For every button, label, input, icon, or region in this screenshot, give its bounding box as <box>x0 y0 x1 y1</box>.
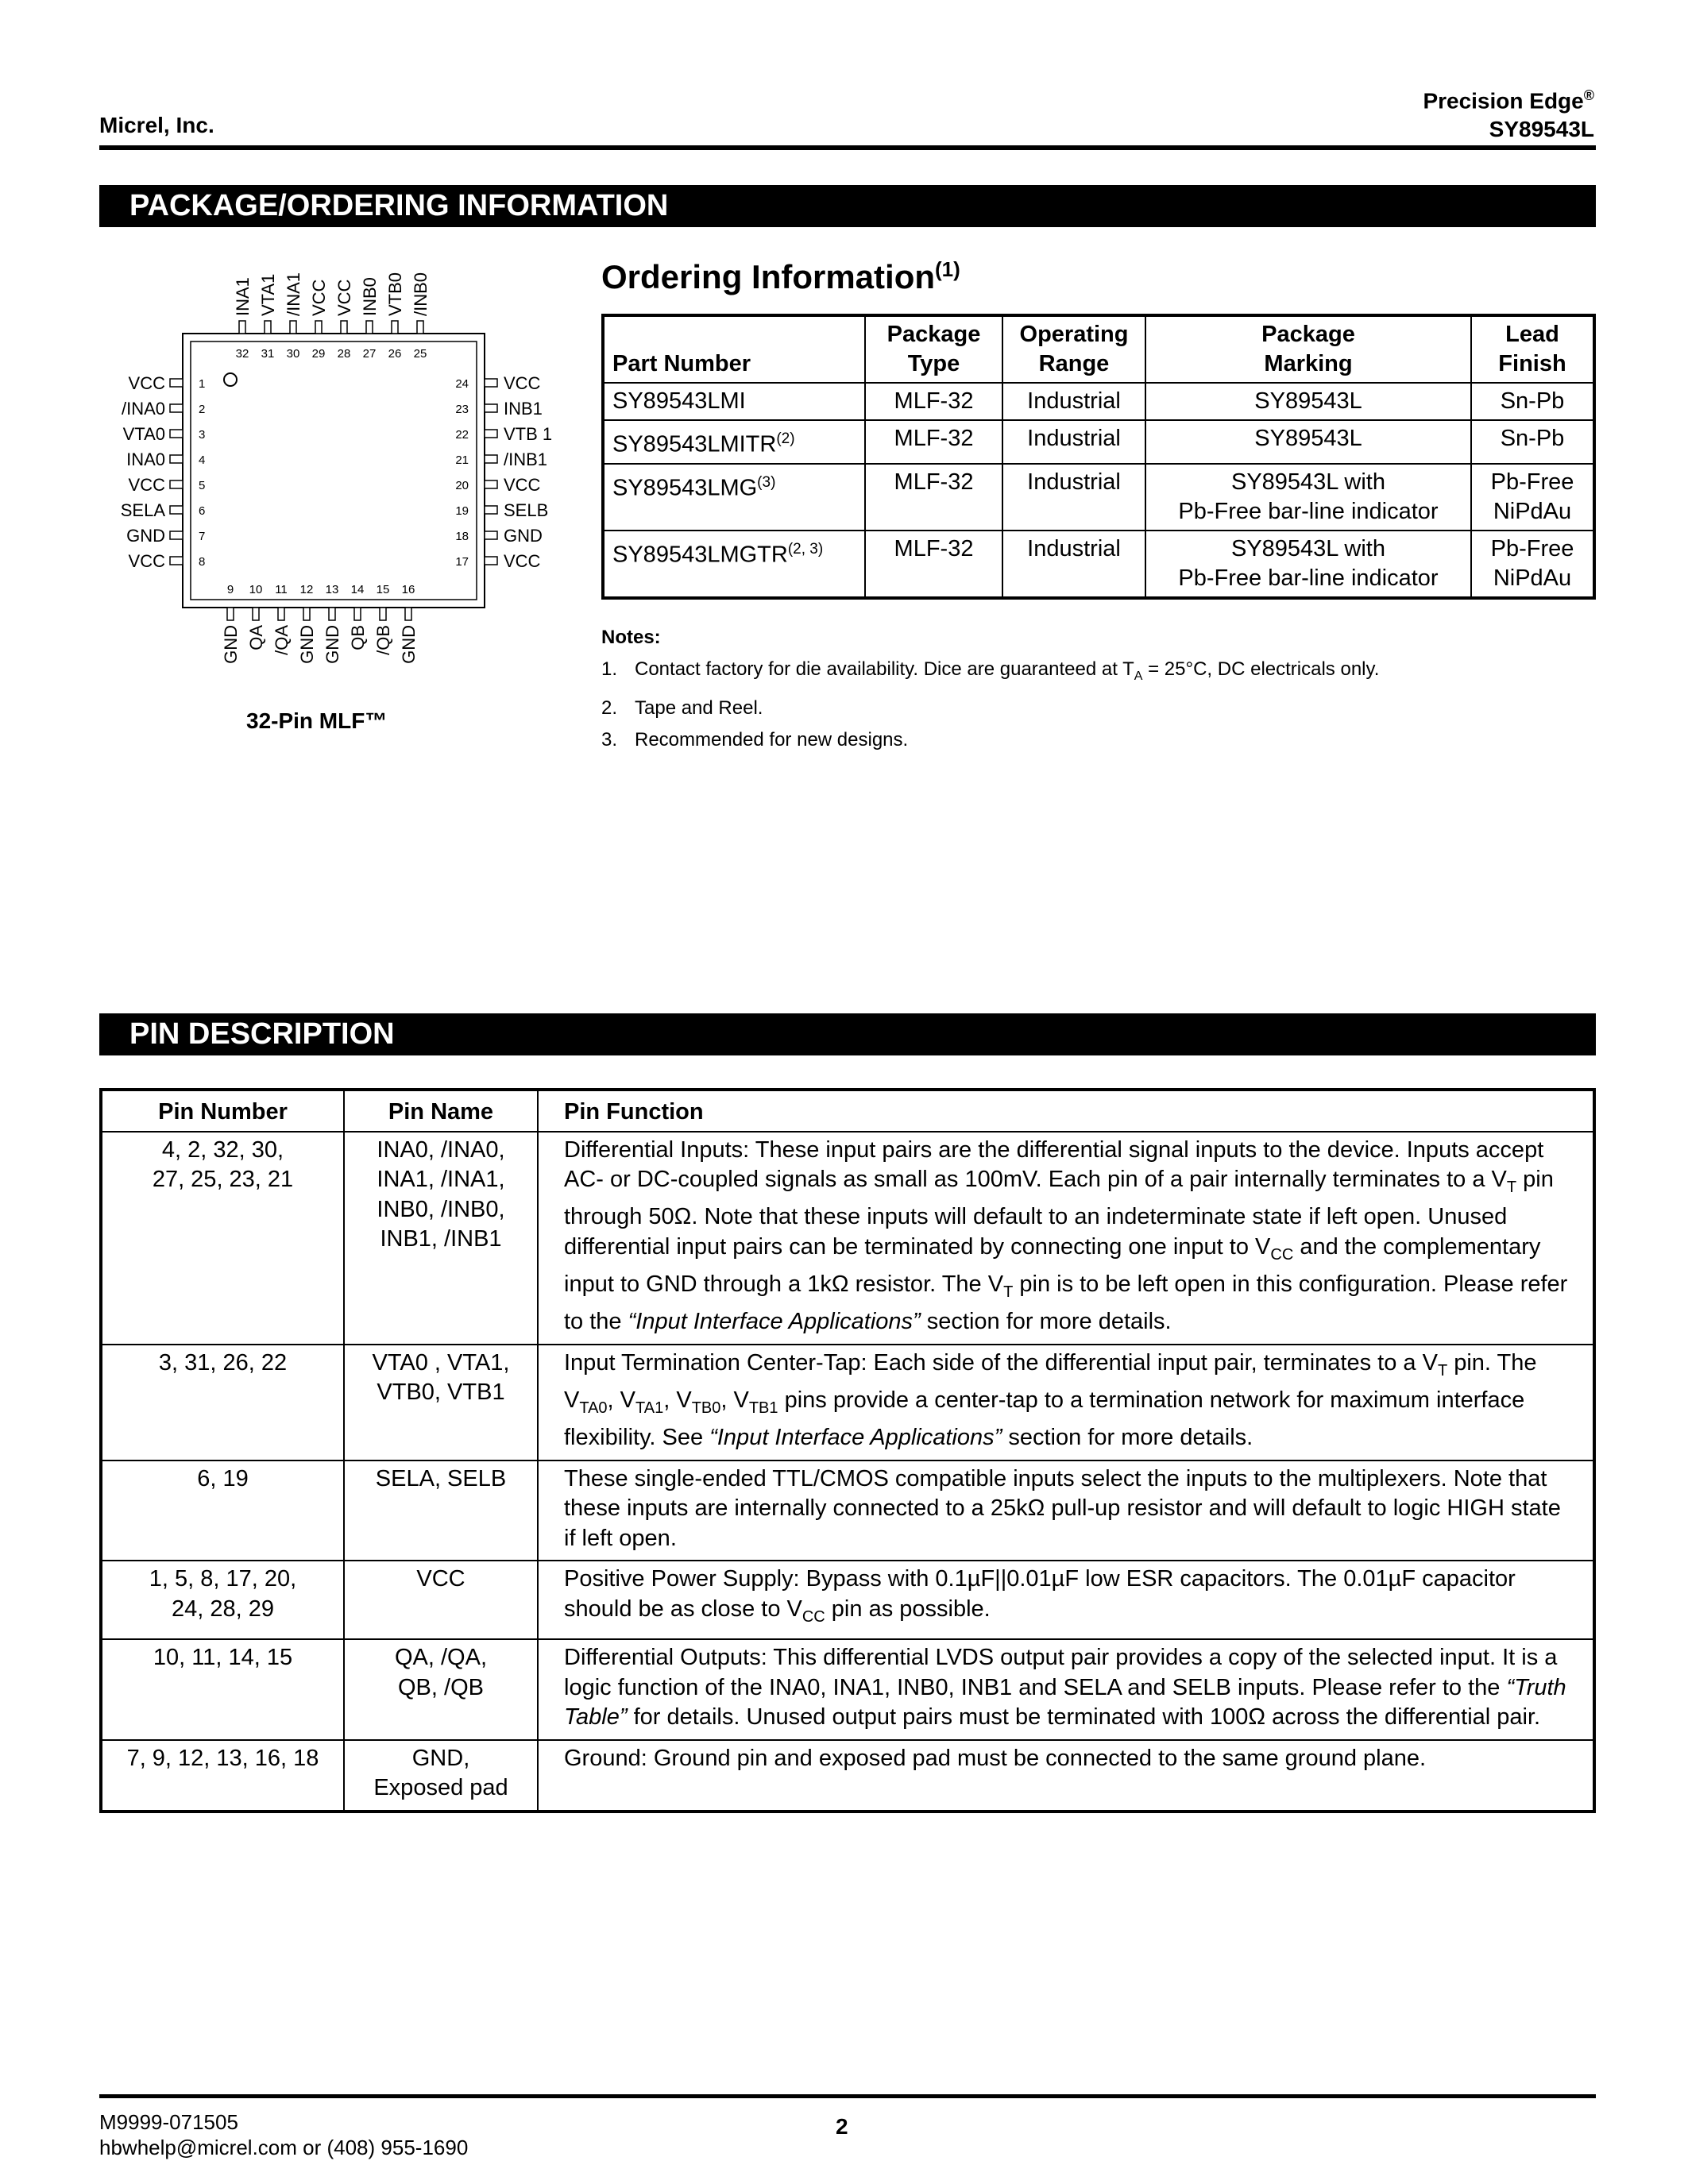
pin-row <box>101 1345 1594 1461</box>
pin-number: 22 <box>455 428 469 442</box>
ordering-note-ref: (3) <box>757 473 776 491</box>
pin-name-cell: VCC <box>344 1561 538 1639</box>
pin-name-cell: SELA, SELB <box>344 1461 538 1561</box>
pin-pad <box>485 379 497 387</box>
pin1-indicator <box>224 373 237 386</box>
pin-label: VCC <box>504 475 541 495</box>
pin-number: 1 <box>199 377 206 391</box>
note-item: 1. Contact factory for die availability. Dice are guaranteed at $T_A = 25^\circ C$, DC electricals only. <box>601 658 1380 683</box>
pin-name-cell: VTA0 , VTA1, VTB0, VTB1 <box>344 1345 538 1461</box>
pin-number: 9 <box>226 583 234 596</box>
ordering-lead-finish: Pb-Free NiPdAu <box>1471 464 1594 531</box>
pin-row <box>101 1132 1594 1345</box>
pin-number: 5 <box>199 479 206 492</box>
package-caption: 32-Pin MLF™ <box>246 708 388 733</box>
col-part-number: Part Number <box>603 315 865 383</box>
pin-pad <box>485 480 497 488</box>
pin-number: 30 <box>286 347 300 361</box>
ordering-title <box>601 257 960 296</box>
pin-label: VCC <box>334 279 354 316</box>
pin-label: VCC <box>128 373 165 393</box>
ordering-package-marking: SY89543L with Pb-Free bar-line indicator <box>1145 464 1471 531</box>
pin-pad <box>405 608 411 620</box>
pin-label: VTB 1 <box>504 424 553 444</box>
mlf-pinout-drawing <box>95 254 588 699</box>
ordering-operating-range: Industrial <box>1002 420 1145 464</box>
col-pin-function: Pin Function <box>538 1090 1594 1132</box>
pin-pad <box>329 608 335 620</box>
pin-number: 15 <box>376 583 390 596</box>
pin-label: GND <box>297 625 317 664</box>
pin-number: 18 <box>455 530 469 543</box>
pin-label: INA0 <box>126 450 165 469</box>
pin-name-cell: GND, Exposed pad <box>344 1740 538 1812</box>
pin-number: 21 <box>455 453 469 467</box>
pin-pad <box>341 321 347 334</box>
pin-label: VTB0 <box>385 272 405 316</box>
ordering-row <box>603 420 1594 464</box>
ordering-package-type: MLF-32 <box>865 464 1002 531</box>
note-item: 2. Tape and Reel. <box>601 696 763 719</box>
pin-label: QA <box>246 625 266 650</box>
pins-header-row <box>101 1090 1594 1132</box>
pin-pad <box>170 506 183 514</box>
doc-number: M9999-071505 <box>99 2110 238 2134</box>
ordering-package-type: MLF-32 <box>865 383 1002 420</box>
pin-number: 14 <box>350 583 365 596</box>
header-right <box>1423 81 1594 144</box>
ordering-package-type: MLF-32 <box>865 531 1002 598</box>
pin-pad <box>170 430 183 438</box>
pin-number-cell: 1, 5, 8, 17, 20, 24, 28, 29 <box>101 1561 344 1639</box>
footer-left <box>99 2109 468 2160</box>
pin-number: 12 <box>299 583 314 596</box>
pin-number: 17 <box>455 555 469 569</box>
ordering-package-marking: SY89543L with Pb-Free bar-line indicator <box>1145 531 1471 598</box>
pin-label: VTA0 <box>122 424 165 444</box>
pin-label: GND <box>323 625 342 664</box>
pin-function-cell: Differential Inputs: These input pairs are the differential signal inputs to the device. Inputs accept AC- or DC-coupled signals as small as 100mV. Each pin of a pair internally terminates to a $V_T$ pin through 50Ω. Note that these inputs will default to an indeterminate state if left open. Unused differential input pairs can be terminated by connecting one input to $V_{CC}$ and the complementary input to GND through a 1kΩ resistor. The $V_T$ pin is to be left open in this configuration. Please refer to the “Input Interface Applications” section for more details. <box>538 1132 1594 1345</box>
pin-pad <box>170 455 183 463</box>
pin-pad <box>253 608 259 620</box>
pin-pad <box>485 430 497 438</box>
pin-label: VCC <box>128 475 165 495</box>
pin-number: 20 <box>455 479 469 492</box>
pin-pad <box>485 557 497 565</box>
contact-info: hbwhelp@micrel.com or (408) 955-1690 <box>99 2136 469 2159</box>
ordering-row <box>603 383 1594 420</box>
col-package-marking: Package Marking <box>1145 315 1471 383</box>
pin-label: VCC <box>128 551 165 571</box>
pin-pad <box>278 608 284 620</box>
pin-number: 23 <box>455 403 469 416</box>
pin-label: GND <box>399 625 419 664</box>
notes-title: Notes: <box>601 627 661 648</box>
pin-label: INB1 <box>504 399 543 419</box>
pin-number: 32 <box>235 347 249 361</box>
part-number-header: SY89543L <box>1489 117 1594 142</box>
pin-label: /INA1 <box>284 272 303 316</box>
pin-pad <box>170 480 183 488</box>
ordering-header-row <box>603 315 1594 383</box>
pin-pad <box>380 608 386 620</box>
ordering-notes <box>601 622 1379 756</box>
ordering-part-number: SY89543LMG$^{(3)}$ <box>603 464 865 531</box>
pin-pad <box>354 608 361 620</box>
note-item: 3. Recommended for new designs. <box>601 728 909 751</box>
pin-label: /INB0 <box>411 272 431 316</box>
pin-pad <box>170 557 183 565</box>
pin-pad <box>392 321 398 334</box>
pin-number: 29 <box>311 347 326 361</box>
ordering-row <box>603 531 1594 598</box>
pin-label: GND <box>221 625 241 664</box>
pin-pad <box>170 531 183 539</box>
product-line: Precision Edge <box>1423 88 1584 114</box>
pin-label: SELB <box>504 500 549 520</box>
footer-rule <box>99 2094 1596 2098</box>
pin-pad <box>303 608 310 620</box>
ordering-table <box>601 314 1596 600</box>
ordering-note-ref: (2, 3) <box>787 540 824 558</box>
pin-pad <box>239 321 245 334</box>
ordering-package-marking: SY89543L <box>1145 420 1471 464</box>
ordering-operating-range: Industrial <box>1002 464 1145 531</box>
pin-label: INB0 <box>360 277 380 316</box>
pin-label: /INA0 <box>121 399 165 419</box>
package-body-outer <box>183 334 485 608</box>
pin-label: /QA <box>272 625 292 655</box>
pin-number: 27 <box>362 347 377 361</box>
pin-number: 16 <box>401 583 415 596</box>
pin-description-table <box>99 1088 1596 1813</box>
ordering-part-number: SY89543LMITR$^{(2)}$ <box>603 420 865 464</box>
pin-number: 26 <box>388 347 402 361</box>
pin-name-cell: INA0, /INA0, INA1, /INA1, INB0, /INB0, INB1, /INB1 <box>344 1132 538 1345</box>
pin-number: 4 <box>199 453 206 467</box>
pin-number: 6 <box>199 504 206 518</box>
pin-function-cell: Differential Outputs: This differential LVDS output pair provides a copy of the selected input. It is a logic function of the INA0, INA1, INB0, INB1 and SELA and SELB inputs. Please refer to the “Truth Table” for details. Unused output pairs must be terminated with 100Ω across the differential pair. <box>538 1639 1594 1740</box>
pin-label: SELA <box>120 500 165 520</box>
pin-label: QB <box>348 625 368 650</box>
header-rule <box>99 145 1596 150</box>
pin-row <box>101 1740 1594 1812</box>
pin-label: INA1 <box>233 277 253 316</box>
col-package-type: Package Type <box>865 315 1002 383</box>
ordering-package-type: MLF-32 <box>865 420 1002 464</box>
ordering-part-number: SY89543LMI <box>603 383 865 420</box>
ordering-lead-finish: Sn-Pb <box>1471 383 1594 420</box>
package-diagram <box>95 254 588 733</box>
pin-number-cell: 4, 2, 32, 30, 27, 25, 23, 21 <box>101 1132 344 1345</box>
pin-pad <box>366 321 373 334</box>
pin-number: 13 <box>325 583 339 596</box>
pin-number: 31 <box>261 347 275 361</box>
page-number: 2 <box>836 2114 848 2139</box>
pin-number: 25 <box>413 347 427 361</box>
section-title-package: PACKAGE/ORDERING INFORMATION <box>129 189 669 222</box>
pin-pad <box>485 506 497 514</box>
pin-function-cell: Input Termination Center-Tap: Each side of the differential input pair, terminates to a $V_T$ pin. The $V_{TA0}$, $V_{TA1}$, $V_{TB0}$, $V_{TB1}$ pins provide a center-tap to a termination network for maximum interface flexibility. See “Input Interface Applications” section for more details. <box>538 1345 1594 1461</box>
pin-function-cell: Ground: Ground pin and exposed pad must be connected to the same ground plane. <box>538 1740 1594 1812</box>
pin-number-cell: 10, 11, 14, 15 <box>101 1639 344 1740</box>
pin-number-cell: 6, 19 <box>101 1461 344 1561</box>
col-lead-finish: Lead Finish <box>1471 315 1594 383</box>
section-bar-package <box>99 185 1596 227</box>
col-pin-number: Pin Number <box>101 1090 344 1132</box>
pin-pad <box>485 404 497 412</box>
pin-label: VTA1 <box>258 273 278 316</box>
pin-row <box>101 1561 1594 1639</box>
pin-number: 11 <box>275 583 288 596</box>
pin-pad <box>170 404 183 412</box>
pin-row <box>101 1639 1594 1740</box>
pin-pad <box>315 321 322 334</box>
ordering-title-text: Ordering Information <box>601 258 935 295</box>
pin-label: /QB <box>373 625 393 655</box>
pin-pad <box>485 531 497 539</box>
pin-number: 7 <box>199 530 206 543</box>
ordering-row <box>603 464 1594 531</box>
pin-pad <box>265 321 271 334</box>
section-bar-pins <box>99 1013 1596 1055</box>
col-operating-range: Operating Range <box>1002 315 1145 383</box>
pin-row <box>101 1461 1594 1561</box>
pin-label: VCC <box>504 551 541 571</box>
pin-number: 28 <box>337 347 351 361</box>
ordering-lead-finish: Sn-Pb <box>1471 420 1594 464</box>
pin-number: 3 <box>199 428 206 442</box>
pin-label: GND <box>504 526 543 546</box>
pin-pad <box>417 321 423 334</box>
pin-label: VCC <box>309 279 329 316</box>
pin-name-cell: QA, /QA, QB, /QB <box>344 1639 538 1740</box>
ordering-operating-range: Industrial <box>1002 383 1145 420</box>
pin-pad <box>170 379 183 387</box>
pin-number: 10 <box>249 583 263 596</box>
pin-function-cell: These single-ended TTL/CMOS compatible inputs select the inputs to the multiplexers. Note that these inputs are internally connected to a 25kΩ pull-up resistor and will default to logic HIGH state if left open. <box>538 1461 1594 1561</box>
section-title-pins: PIN DESCRIPTION <box>129 1017 395 1051</box>
pin-number: 8 <box>199 555 206 569</box>
pin-label: /INB1 <box>504 450 548 469</box>
pin-number: 19 <box>455 504 469 518</box>
pin-label: GND <box>126 526 165 546</box>
pin-number: 24 <box>455 377 469 391</box>
col-pin-name: Pin Name <box>344 1090 538 1132</box>
ordering-lead-finish: Pb-Free NiPdAu <box>1471 531 1594 598</box>
pin-number: 2 <box>199 403 206 416</box>
ordering-operating-range: Industrial <box>1002 531 1145 598</box>
ordering-title-note: (1) <box>935 257 960 281</box>
pin-function-cell: Positive Power Supply: Bypass with 0.1µF||0.01µF low ESR capacitors. The 0.01µF capacitor should be as close to $V_{CC}$ pin as possible. <box>538 1561 1594 1639</box>
registered-mark: ® <box>1583 87 1594 103</box>
ordering-note-ref: (2) <box>776 430 795 447</box>
pin-pad <box>227 608 234 620</box>
company-name: Micrel, Inc. <box>99 113 214 137</box>
ordering-package-marking: SY89543L <box>1145 383 1471 420</box>
pin-pad <box>290 321 296 334</box>
ordering-part-number: SY89543LMGTR$^{(2, 3)}$ <box>603 531 865 598</box>
pin-number-cell: 7, 9, 12, 13, 16, 18 <box>101 1740 344 1812</box>
pin-label: VCC <box>504 373 541 393</box>
package-body-inner <box>191 341 477 600</box>
pin-pad <box>485 455 497 463</box>
pin-number-cell: 3, 31, 26, 22 <box>101 1345 344 1461</box>
